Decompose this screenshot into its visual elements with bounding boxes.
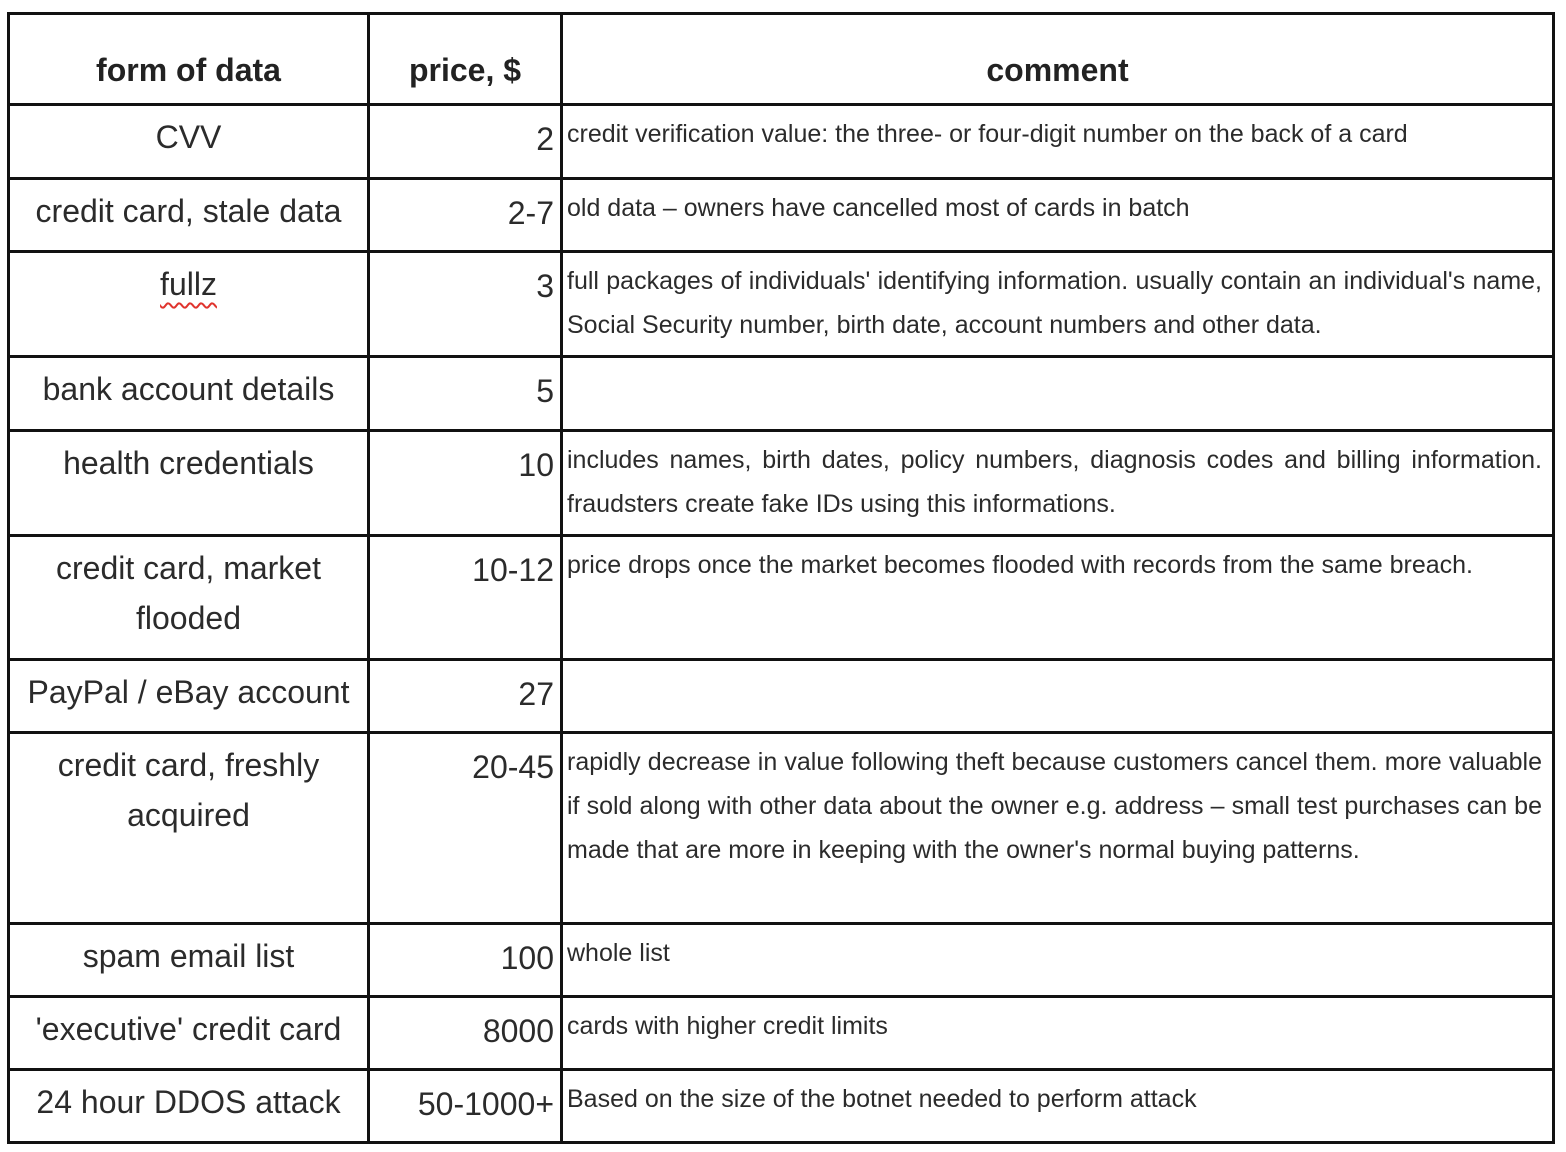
table-row: [9, 179, 1554, 252]
comment-cell: [562, 660, 1554, 733]
form-cell: health credentials: [9, 431, 369, 536]
form-cell: 'executive' credit card: [9, 997, 369, 1070]
table-row: [9, 660, 1554, 733]
comment-cell: old data – owners have cancelled most of cards in batch: [562, 179, 1554, 252]
comment-cell: includes names, birth dates, policy numbers, diagnosis codes and billing information. fraudsters create fake IDs using this informations.: [562, 431, 1554, 536]
header-row: [9, 14, 1554, 105]
header-price: price, $: [369, 14, 562, 105]
data-price-table: [7, 12, 1555, 1144]
price-cell: 8000: [369, 997, 562, 1070]
form-cell: credit card, freshly acquired: [9, 733, 369, 924]
table-row: [9, 357, 1554, 431]
comment-cell: credit verification value: the three- or four-digit number on the back of a card: [562, 105, 1554, 179]
form-cell: spam email list: [9, 924, 369, 997]
comment-cell: [562, 357, 1554, 431]
table-row: [9, 997, 1554, 1070]
form-cell: 24 hour DDOS attack: [9, 1070, 369, 1143]
table-row: [9, 431, 1554, 536]
comment-cell: cards with higher credit limits: [562, 997, 1554, 1070]
price-cell: 2: [369, 105, 562, 179]
comment-cell: full packages of individuals' identifying information. usually contain an individual's name, Social Security number, birth date, account numbers and other data.: [562, 252, 1554, 357]
comment-cell: price drops once the market becomes flooded with records from the same breach.: [562, 536, 1554, 660]
price-cell: 5: [369, 357, 562, 431]
comment-cell: whole list: [562, 924, 1554, 997]
price-cell: 20-45: [369, 733, 562, 924]
table-row: [9, 252, 1554, 357]
comment-cell: rapidly decrease in value following theft because customers cancel them. more valuable if sold along with other data about the owner e.g. address – small test purchases can be made that are more in keeping with the owner's normal buying patterns.: [562, 733, 1554, 924]
comment-cell: Based on the size of the botnet needed to perform attack: [562, 1070, 1554, 1143]
price-cell: 2-7: [369, 179, 562, 252]
price-cell: 27: [369, 660, 562, 733]
price-cell: 3: [369, 252, 562, 357]
table-row: [9, 105, 1554, 179]
form-cell: credit card, stale data: [9, 179, 369, 252]
form-cell: CVV: [9, 105, 369, 179]
header-comment: comment: [562, 14, 1554, 105]
form-cell: credit card, market flooded: [9, 536, 369, 660]
price-cell: 50-1000+: [369, 1070, 562, 1143]
price-cell: 10-12: [369, 536, 562, 660]
spellcheck-underlined-text: fullz: [160, 266, 217, 302]
header-form-of-data: form of data: [9, 14, 369, 105]
table-row: [9, 536, 1554, 660]
table-row: [9, 924, 1554, 997]
form-cell: [9, 252, 369, 357]
form-cell: PayPal / eBay account: [9, 660, 369, 733]
table-row: [9, 733, 1554, 924]
table-row: [9, 1070, 1554, 1143]
form-cell: bank account details: [9, 357, 369, 431]
price-cell: 100: [369, 924, 562, 997]
price-cell: 10: [369, 431, 562, 536]
